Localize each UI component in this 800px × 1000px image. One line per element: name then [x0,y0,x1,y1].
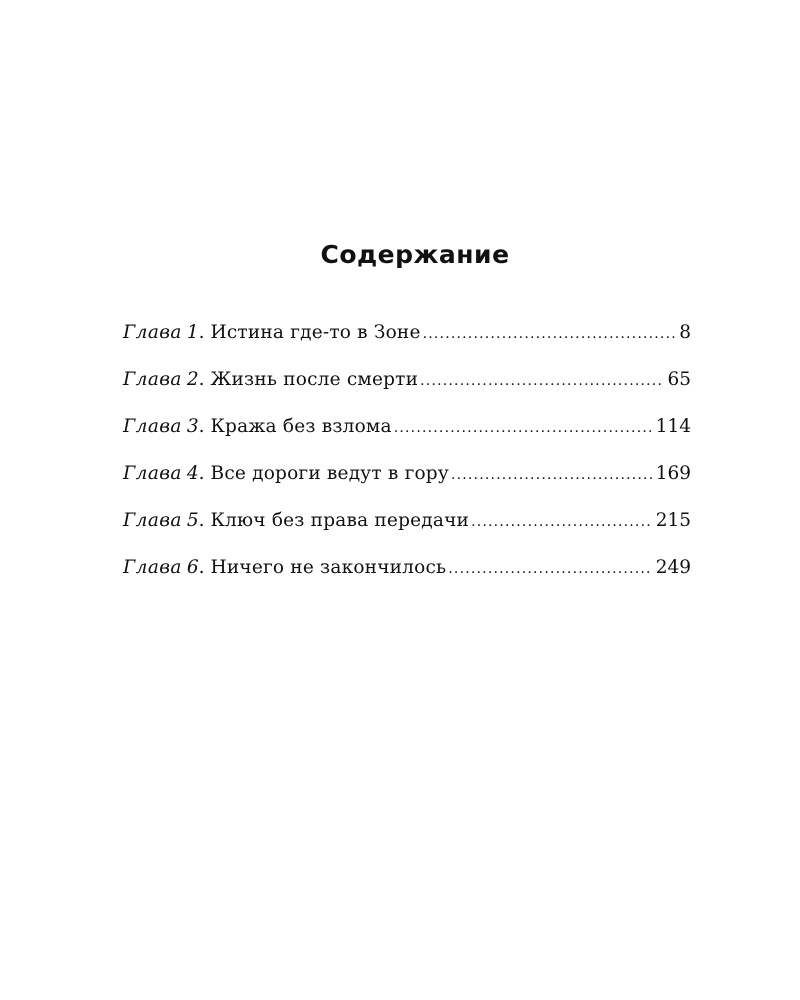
toc-entry-1 [123,322,691,369]
chapter-prefix: Глава [123,557,182,578]
chapter-title: Ключ без права передачи [210,510,470,531]
toc-entry-6 [123,557,691,604]
chapter-prefix: Глава [123,369,182,390]
page-number: 249 [655,557,691,578]
page-number: 169 [655,463,691,484]
chapter-number: 4 [186,463,199,484]
chapter-prefix: Глава [123,322,182,343]
toc-entry-4 [123,463,691,510]
dot-leader [471,514,652,530]
chapter-title: Ничего не закончилось [210,557,447,578]
chapter-number: 5 [186,510,199,531]
chapter-number: 6 [186,557,199,578]
toc-heading: Содержание [320,240,510,269]
page-number: 65 [667,369,691,390]
dot-leader [448,561,651,577]
page-number: 8 [679,322,691,343]
dot-leader [423,326,676,342]
chapter-prefix: Глава [123,416,182,437]
chapter-separator: . [198,322,205,343]
dot-leader [394,420,652,436]
page-number: 114 [655,416,691,437]
toc-entry-3 [123,416,691,463]
chapter-separator: . [198,510,205,531]
chapter-title: Кража без взлома [210,416,392,437]
chapter-title: Все дороги ведут в гору [210,463,449,484]
chapter-separator: . [198,557,205,578]
chapter-prefix: Глава [123,510,182,531]
page-number: 215 [655,510,691,531]
toc-entry-2 [123,369,691,416]
chapter-number: 1 [186,322,199,343]
chapter-number: 2 [186,369,199,390]
chapter-title: Жизнь после смерти [210,369,419,390]
chapter-prefix: Глава [123,463,182,484]
chapter-title: Истина где-то в Зоне [210,322,421,343]
chapter-separator: . [198,369,205,390]
chapter-separator: . [198,416,205,437]
dot-leader [420,373,663,389]
dot-leader [451,467,652,483]
chapter-number: 3 [186,416,199,437]
toc-entry-5 [123,510,691,557]
toc-list [123,322,691,604]
chapter-separator: . [198,463,205,484]
